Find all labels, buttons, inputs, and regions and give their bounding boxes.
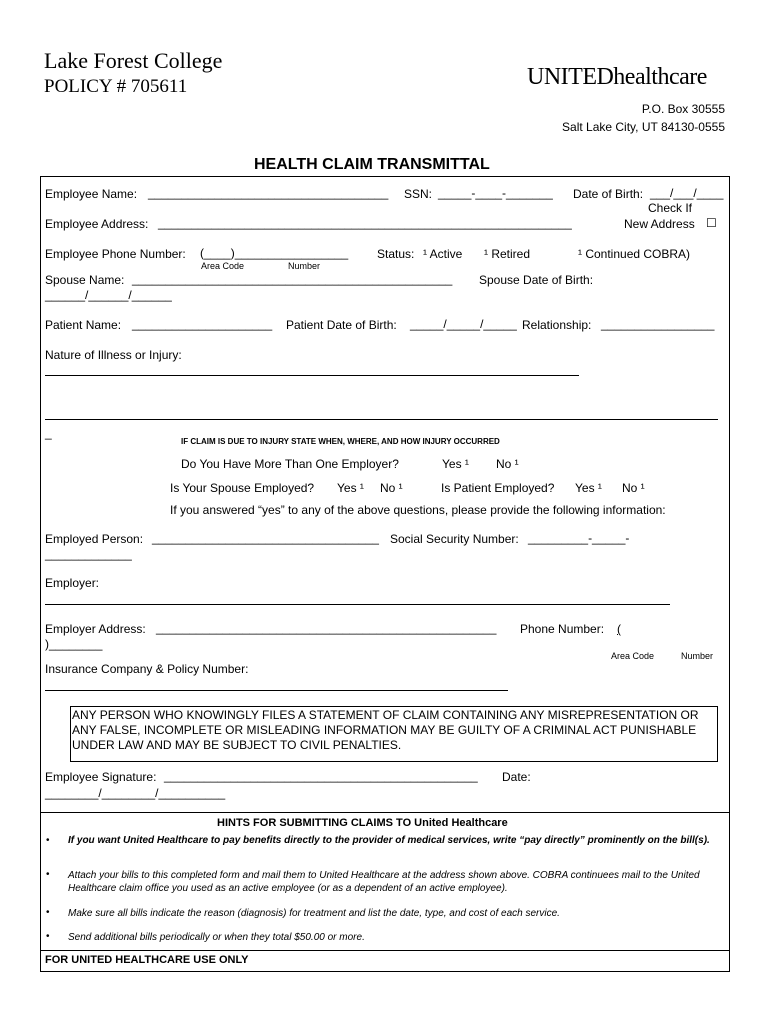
form-title: HEALTH CLAIM TRANSMITTAL <box>254 156 490 173</box>
employee-phone-field[interactable]: (____)_________________ <box>200 246 349 260</box>
patient-name-label: Patient Name: <box>45 318 122 332</box>
insurance-line[interactable] <box>45 690 508 691</box>
patient-dob-field[interactable]: _____/_____/_____ <box>410 317 517 331</box>
injury-note: IF CLAIM IS DUE TO INJURY STATE WHEN, WHERE, AND HOW INJURY OCCURRED <box>181 437 500 446</box>
hint-bullet-1: • <box>46 835 50 846</box>
patient-name-field[interactable]: _____________________ <box>132 317 273 331</box>
check-if-label: Check If <box>648 201 693 215</box>
hint-item-3: Make sure all bills indicate the reason (diagnosis) for treatment and list the date, type, and cost of each service. <box>68 908 560 919</box>
fraud-warning: ANY PERSON WHO KNOWINGLY FILES A STATEMENT OF CLAIM CONTAINING ANY MISREPRESENTATION OR ANY FALSE, INCOMPLETE OR MISLEADING INFORMATION MAY BE GUILTY OF A CRIMINAL ACT PUNISHABLE UNDER LAW AND MAY BE SUBJECT TO CIVIL PENALTIES. <box>72 708 699 752</box>
new-address-checkbox[interactable]: ☐ <box>706 216 717 230</box>
employer-address-label: Employer Address: <box>45 622 146 636</box>
hint-item-1: If you want United Healthcare to pay benefits directly to the provider of medical services, write “pay directly” prominently on the bill(s). <box>68 835 710 846</box>
hint-bullet-4: • <box>46 931 50 942</box>
city-state-zip: Salt Lake City, UT 84130-0555 <box>562 120 725 134</box>
date-field[interactable]: ________/________/__________ <box>45 786 226 800</box>
hints-divider <box>41 812 729 813</box>
spouse-no-option[interactable]: No ¹ <box>380 481 403 495</box>
status-retired-option[interactable]: ¹ Retired <box>484 247 531 261</box>
spouse-yes-option[interactable]: Yes ¹ <box>337 481 364 495</box>
employer-yes-option[interactable]: Yes ¹ <box>442 457 469 471</box>
illness-label: Nature of Illness or Injury: <box>45 348 182 362</box>
hint-item-4: Send additional bills periodically or when they total $50.00 or more. <box>68 932 365 943</box>
signature-field[interactable]: _______________________________________________ <box>164 769 478 783</box>
patient-dob-label: Patient Date of Birth: <box>286 318 397 332</box>
employee-name-label: Employee Name: <box>45 187 138 201</box>
illness-line-1[interactable] <box>45 375 579 376</box>
patient-no-option[interactable]: No ¹ <box>622 481 645 495</box>
employee-name-field[interactable]: ____________________________________ <box>148 186 389 200</box>
question-patient-employed: Is Patient Employed? <box>441 481 555 495</box>
number-caption: Number <box>288 261 321 271</box>
footer-divider <box>41 950 729 951</box>
spouse-dob-field[interactable]: ______/______/______ <box>45 288 172 302</box>
question-spouse-employed: Is Your Spouse Employed? <box>170 481 315 495</box>
new-address-label: New Address <box>624 217 695 231</box>
ssn-label: SSN: <box>404 187 433 201</box>
po-box: P.O. Box 30555 <box>641 102 725 116</box>
employee-address-label: Employee Address: <box>45 217 149 231</box>
hint-bullet-2: • <box>46 869 50 880</box>
spouse-name-label: Spouse Name: <box>45 273 125 287</box>
ssn2-field-continued[interactable]: _____________ <box>45 547 132 561</box>
dob-field[interactable]: ___/___/____ <box>650 186 724 200</box>
illness-line-dash: _ <box>45 426 52 440</box>
dob-label: Date of Birth: <box>573 187 644 201</box>
employer-label: Employer: <box>45 576 100 590</box>
employer-line[interactable] <box>45 604 670 605</box>
employee-address-field[interactable]: ______________________________________________________________ <box>158 216 572 230</box>
signature-label: Employee Signature: <box>45 770 157 784</box>
ssn-field[interactable]: _____-____-_______ <box>438 186 553 200</box>
phone2-field-continued[interactable]: )________ <box>45 637 103 651</box>
illness-line-2[interactable] <box>45 419 718 420</box>
college-name: Lake Forest College <box>44 48 223 73</box>
phone2-label: Phone Number: <box>520 622 605 636</box>
ssn2-field[interactable]: _________-_____- <box>528 531 630 545</box>
area-code-caption: Area Code <box>201 261 245 271</box>
spouse-name-field[interactable]: ________________________________________________ <box>132 272 453 286</box>
hint-bullet-3: • <box>46 907 50 918</box>
unitedhealthcare-logo: UNITEDhealthcare <box>527 64 707 90</box>
hint-item-2: Attach your bills to this completed form and mail them to United Healthcare at the address shown above. COBRA continuees mail to the United Healthcare claim office you used as an active employee (or as a dependent of an active employee). <box>68 870 700 894</box>
phone2-field[interactable]: ( <box>617 622 621 636</box>
relationship-label: Relationship: <box>522 318 592 332</box>
question-employer: Do You Have More Than One Employer? <box>181 457 399 471</box>
area-code2-caption: Area Code <box>611 651 655 661</box>
patient-yes-option[interactable]: Yes ¹ <box>575 481 602 495</box>
yes-instruction: If you answered “yes” to any of the above questions, please provide the following information: <box>170 503 666 517</box>
number2-caption: Number <box>681 651 714 661</box>
insurance-label: Insurance Company & Policy Number: <box>45 662 249 676</box>
date-label: Date: <box>502 770 531 784</box>
employee-phone-label: Employee Phone Number: <box>45 247 186 261</box>
hints-title: HINTS FOR SUBMITTING CLAIMS TO United Healthcare <box>217 817 508 829</box>
ssn2-label: Social Security Number: <box>390 532 519 546</box>
spouse-dob-label: Spouse Date of Birth: <box>479 273 594 287</box>
office-use-label: FOR UNITED HEALTHCARE USE ONLY <box>45 954 249 966</box>
relationship-field[interactable]: _________________ <box>601 317 715 331</box>
status-active-option[interactable]: ¹ Active <box>423 247 463 261</box>
employer-address-field[interactable]: ___________________________________________________ <box>156 621 497 635</box>
status-cobra-option[interactable]: ¹ Continued COBRA) <box>578 247 691 261</box>
policy-number: POLICY # 705611 <box>44 76 188 97</box>
employed-person-field[interactable]: __________________________________ <box>152 531 379 545</box>
employer-no-option[interactable]: No ¹ <box>496 457 519 471</box>
employed-person-label: Employed Person: <box>45 532 144 546</box>
status-label: Status: <box>377 247 415 261</box>
